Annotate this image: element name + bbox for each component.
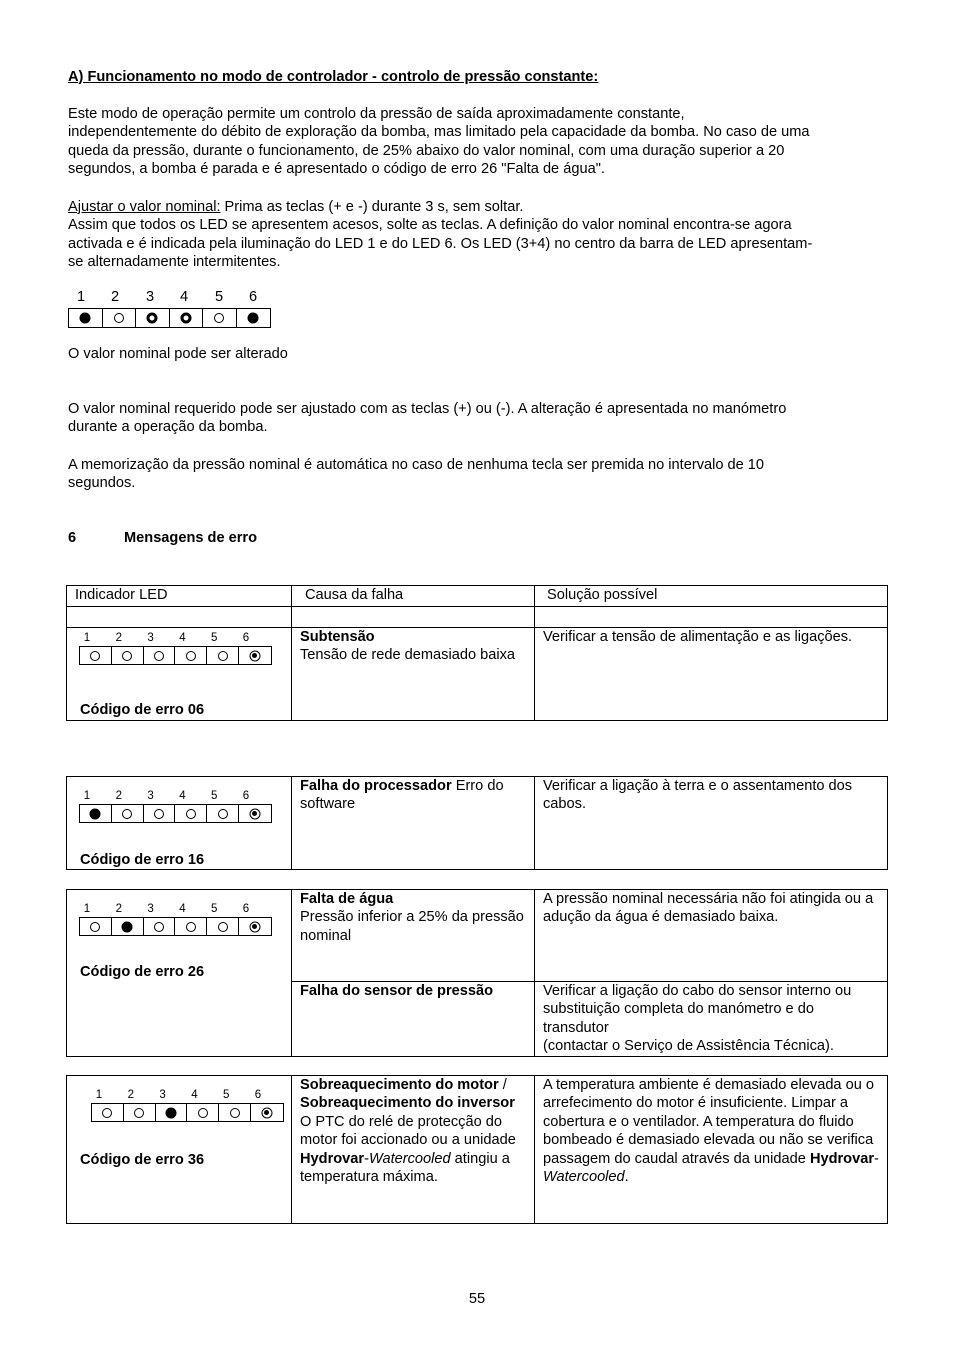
section-heading: A) Funcionamento no modo de controlador - controlo de pressão constante:: [68, 69, 599, 85]
text-line: segundos, a bomba é parada e é apresentado o código de erro 26 "Falta de água".: [68, 161, 605, 178]
led-number: 6: [248, 289, 258, 305]
empty-row: [67, 607, 888, 628]
led-number: 4: [191, 1089, 198, 1101]
led-cell: [219, 1104, 251, 1121]
solution-text: Verificar a ligação do cabo do sensor interno ou substituição completa do manómetro e do transdutor: [543, 983, 852, 1036]
led-cell: [92, 1104, 124, 1121]
text-line: Assim que todos os LED se apresentem acesos, solte as teclas. A definição do valor nominal encontra-se agora: [68, 217, 792, 234]
led-cell: [251, 1104, 283, 1121]
led-number: 6: [242, 790, 250, 802]
led-cell: [124, 1104, 156, 1121]
led-number: 4: [179, 289, 189, 305]
led-number-row: [75, 1089, 285, 1102]
led-number: 6: [242, 903, 250, 915]
led-number: 3: [145, 289, 155, 305]
table-row: [67, 1076, 888, 1224]
section-title: Mensagens de erro: [124, 530, 258, 546]
cause-cell: [292, 982, 535, 1057]
solution-text: A temperatura ambiente é demasiado elevada ou o arrefecimento do motor é insuficiente. Limpar a cobertura e o ventilador. A temperatura do fluido bombeado é demasiado elevada ou não se verifica passagem do caudal através da unidade: [543, 1077, 875, 1167]
led-number: 1: [83, 632, 91, 644]
led-number-row: [75, 790, 285, 803]
cause-text-block: [300, 777, 528, 814]
adjust-paragraph: [68, 198, 898, 272]
text-line: independentemente do débito de exploração da bomba, mas limitado pela capacidade da bomba. No caso de uma: [68, 124, 810, 141]
can-change-text: O valor nominal pode ser alterado: [68, 346, 288, 362]
led-number: 2: [127, 1089, 134, 1101]
table-row: [67, 777, 888, 870]
cause-title: Sobreaquecimento do inversor: [300, 1095, 515, 1112]
led-number: 5: [210, 790, 218, 802]
solution-cell: [535, 982, 888, 1057]
led-number: 6: [254, 1089, 262, 1101]
led-indicator-icon: [249, 650, 260, 661]
led-cell: [175, 647, 207, 664]
led-indicator-icon: [186, 651, 196, 661]
led-cell: [175, 805, 207, 822]
cause-cell: [292, 628, 535, 721]
led-bar: [79, 646, 272, 665]
brand-name: Hydrovar: [809, 1150, 875, 1167]
led-indicator-icon: [218, 651, 228, 661]
section-6-heading: [68, 529, 888, 547]
text-line: A memorização da pressão nominal é automática no caso de nenhuma tecla ser premida no intervalo de 10: [68, 457, 765, 473]
led-indicator-icon: [218, 809, 228, 819]
led-indicator-icon: [147, 313, 158, 324]
error-code: Código de erro 06: [80, 702, 205, 718]
led-cell: [239, 805, 271, 822]
led-indicator-icon: [114, 313, 124, 323]
led-number: 5: [210, 632, 218, 644]
led-number: 3: [159, 1089, 166, 1101]
led-cell: [103, 309, 137, 327]
error-table-1: [66, 585, 888, 721]
led-bar: [68, 308, 271, 328]
solution-text: (contactar o Serviço de Assistência Técnica).: [543, 1038, 834, 1055]
text-line: queda da pressão, durante o funcionamento, de 25% abaixo do valor nominal, com uma duração superior a 20: [68, 142, 785, 159]
led-number: 4: [179, 790, 186, 802]
text-line: activada e é indicada pela iluminação do LED 1 e do LED 6. Os LED (3+4) no centro da barra de LED apresentam-: [68, 235, 813, 252]
cause-text: O PTC do relé de protecção do motor foi accionado ou a unidade: [300, 1113, 516, 1149]
solution-text: A pressão nominal necessária não foi atingida ou a adução da água é demasiado baixa.: [543, 891, 874, 926]
led-indicator-cell: [67, 1076, 292, 1224]
section-number: 6: [68, 530, 77, 546]
adjust-text: Prima as teclas (+ e -) durante 3 s, sem soltar.: [220, 199, 524, 215]
led-indicator-cell: [67, 890, 292, 1057]
led-indicator-icon: [122, 921, 133, 932]
led-indicator-cell: [67, 628, 292, 721]
empty-cell: [535, 607, 888, 628]
error-code: Código de erro 16: [80, 852, 205, 868]
led-cell: [80, 918, 112, 935]
header-cell: Solução possível: [535, 586, 888, 607]
brand-dash: -: [874, 1150, 879, 1167]
led-cell: [237, 309, 271, 327]
cause-title-block: [300, 1076, 528, 1113]
led-number: 1: [83, 903, 91, 915]
led-number-row: [68, 288, 278, 308]
adjust-line: [68, 198, 898, 216]
error-code: Código de erro 36: [80, 1152, 205, 1168]
led-number: 3: [147, 632, 154, 644]
error-table-2: [66, 776, 888, 870]
led-cell: [80, 647, 112, 664]
cause-title: Falha do processador: [300, 778, 452, 794]
table-row: [67, 890, 888, 982]
led-number: 5: [214, 289, 224, 305]
cause-cell: [292, 890, 535, 982]
led-number: 2: [115, 790, 122, 802]
error-table-3: [66, 889, 888, 1057]
required-paragraph: [68, 400, 888, 437]
cause-text: Pressão inferior a 25% da pressão nominal: [300, 909, 524, 944]
intro-paragraph: [68, 105, 888, 179]
brand-dash: -: [364, 1150, 369, 1167]
led-cell: [112, 918, 144, 935]
led-indicator-icon: [214, 313, 224, 323]
cause-text-block: [300, 1113, 528, 1187]
text-line: Este modo de operação permite um controlo da pressão de saída aproximadamente constante,: [68, 106, 685, 122]
led-indicator-icon: [186, 809, 196, 819]
error-table-4: [66, 1075, 888, 1224]
led-indicator-icon: [154, 651, 164, 661]
solution-text-block: [543, 1076, 881, 1186]
cause-text: Erro do software: [300, 778, 504, 813]
led-indicator-icon: [198, 1108, 208, 1118]
led-indicator-icon: [249, 808, 260, 819]
led-bar: [91, 1103, 284, 1122]
led-indicator-icon: [122, 651, 132, 661]
led-indicator-icon: [230, 1108, 240, 1118]
led-indicator-icon: [261, 1107, 272, 1118]
led-number: 2: [115, 903, 122, 915]
led-cell: [239, 918, 271, 935]
table-header-row: [67, 586, 888, 607]
solution-cell: [535, 777, 888, 870]
header-cell: Causa da falha: [292, 586, 535, 607]
mini-led-display: [75, 632, 285, 666]
led-number: 4: [179, 903, 186, 915]
led-indicator-icon: [154, 809, 164, 819]
cause-text: atingiu a temperatura máxima.: [300, 1150, 510, 1186]
led-cell: [207, 805, 239, 822]
brand-name: Hydrovar: [300, 1150, 365, 1167]
led-number: 3: [147, 903, 154, 915]
table-row: [67, 628, 888, 721]
led-indicator-icon: [90, 922, 100, 932]
cause-cell: [292, 1076, 535, 1224]
led-cell: [144, 918, 176, 935]
led-indicator-icon: [180, 313, 191, 324]
cause-cell: [292, 777, 535, 870]
led-cell: [170, 309, 204, 327]
led-indicator-icon: [134, 1108, 144, 1118]
led-number: 2: [110, 289, 120, 305]
led-cell: [144, 647, 176, 664]
solution-end: .: [624, 1169, 629, 1186]
led-indicator-icon: [102, 1108, 112, 1118]
led-indicator-icon: [80, 313, 91, 324]
led-number: 6: [242, 632, 250, 644]
error-code: Código de erro 26: [80, 964, 205, 980]
memorize-paragraph: [68, 456, 888, 493]
led-number: 5: [222, 1089, 230, 1101]
text-line: durante a operação da bomba.: [68, 419, 268, 436]
mini-led-display: [75, 790, 285, 824]
led-indicator-icon: [90, 808, 101, 819]
solution-cell: [535, 1076, 888, 1224]
led-indicator-icon: [90, 651, 100, 661]
text-line: O valor nominal requerido pode ser ajustado com as teclas (+) ou (-). A alteração é apresentada no manómetro: [68, 401, 787, 417]
led-bar: [79, 804, 272, 823]
cause-title: Sobreaquecimento do motor: [300, 1077, 499, 1093]
led-cell: [80, 805, 112, 822]
mini-led-display: [75, 903, 285, 937]
led-cell: [207, 647, 239, 664]
text-line: segundos.: [68, 475, 136, 492]
led-indicator-icon: [218, 922, 228, 932]
led-cell: [112, 647, 144, 664]
led-indicator-icon: [186, 922, 196, 932]
led-indicator-icon: [249, 921, 260, 932]
led-indicator-icon: [248, 313, 259, 324]
cause-title: Falha do sensor de pressão: [300, 983, 494, 999]
empty-cell: [67, 607, 292, 628]
led-cell: [156, 1104, 188, 1121]
led-number: 1: [76, 289, 86, 305]
led-number-row: [75, 903, 285, 916]
text-line: se alternadamente intermitentes.: [68, 254, 281, 271]
led-indicator-icon: [154, 922, 164, 932]
solution-cell: [535, 628, 888, 721]
led-cell: [112, 805, 144, 822]
cause-text: Tensão de rede demasiado baixa: [300, 647, 516, 664]
solution-cell: [535, 890, 888, 982]
led-number: 4: [179, 632, 186, 644]
led-cell: [175, 918, 207, 935]
cause-separator: /: [498, 1077, 507, 1093]
led-bar: [79, 917, 272, 936]
brand-variant: Watercooled: [368, 1150, 451, 1167]
cause-title: Subtensão: [300, 629, 375, 645]
header-cell: Indicador LED: [67, 586, 292, 607]
led-number: 1: [83, 790, 91, 802]
led-cell: [187, 1104, 219, 1121]
led-number-row: [75, 632, 285, 645]
brand-variant: Watercooled: [543, 1169, 625, 1186]
led-cell: [203, 309, 237, 327]
empty-cell: [292, 607, 535, 628]
led-indicator-icon: [122, 809, 132, 819]
led-indicator-cell: [67, 777, 292, 870]
led-cell: [69, 309, 103, 327]
mini-led-display: [75, 1089, 285, 1123]
led-number: 5: [210, 903, 218, 915]
led-cell: [144, 805, 176, 822]
led-cell: [207, 918, 239, 935]
led-cell: [239, 647, 271, 664]
led-number: 1: [95, 1089, 103, 1101]
led-number: 2: [115, 632, 122, 644]
solution-text: Verificar a tensão de alimentação e as ligações.: [543, 629, 853, 645]
led-cell: [136, 309, 170, 327]
cause-title: Falta de água: [300, 891, 394, 907]
led-number: 3: [147, 790, 154, 802]
page-number: 55: [468, 1291, 486, 1307]
led-indicator-icon: [165, 1107, 176, 1118]
solution-text: Verificar a ligação à terra e o assentamento dos cabos.: [543, 778, 853, 813]
adjust-label: Ajustar o valor nominal:: [68, 199, 221, 215]
